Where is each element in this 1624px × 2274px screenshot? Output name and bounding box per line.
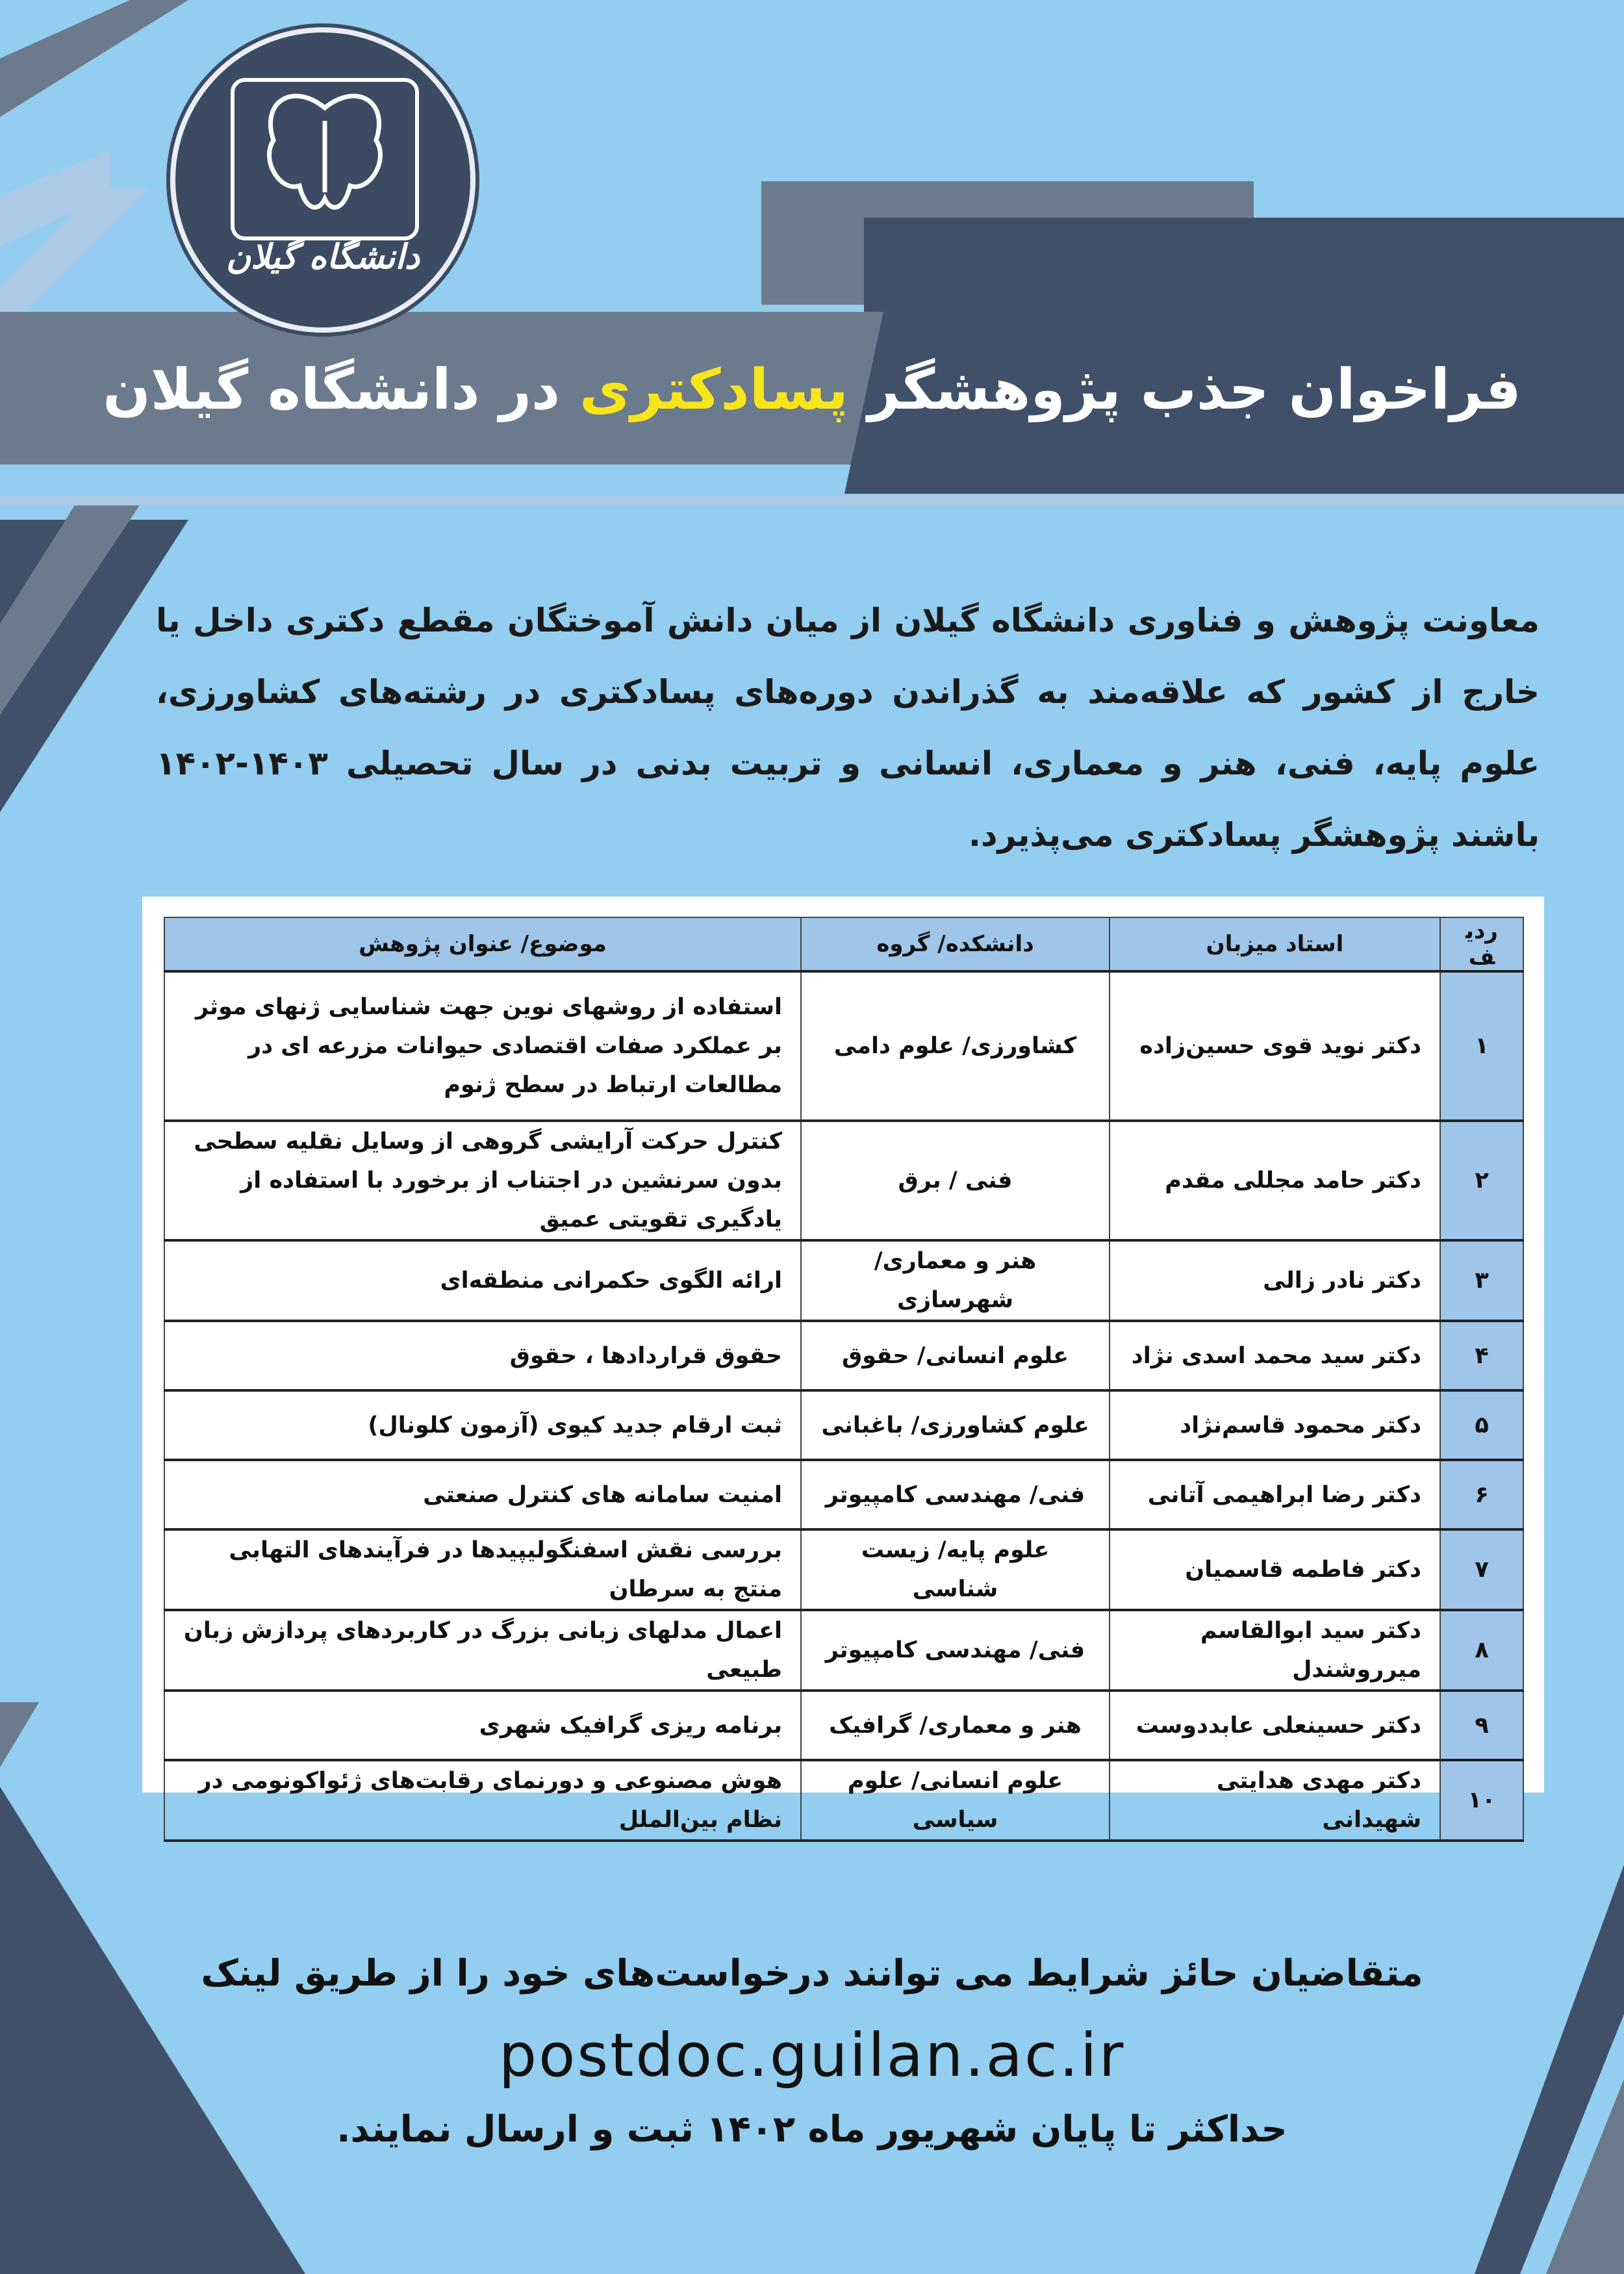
host-name: دکتر حسینعلی عابددوست: [1110, 1691, 1440, 1760]
host-name: دکتر سید محمد اسدی نژاد: [1110, 1321, 1440, 1390]
row-number: ۸: [1440, 1610, 1523, 1691]
faculty-group: علوم انسانی/ حقوق: [801, 1321, 1110, 1390]
research-topic: ثبت ارقام جدید کیوی (آزمون کلونال): [164, 1390, 801, 1460]
research-topic: اعمال مدلهای زبانی بزرگ در کاربردهای پردازش زبان طبیعی: [164, 1610, 801, 1691]
faculty-group: فنی / برق: [801, 1121, 1110, 1240]
faculty-group: فنی/ مهندسی کامپیوتر: [801, 1460, 1110, 1529]
research-topic: کنترل حرکت آرایشی گروهی از وسایل نقلیه سطحی بدون سرنشین در اجتناب از برخورد با استفاده از یادگیری تقویتی عمیق: [164, 1121, 801, 1240]
host-name: دکتر سید ابوالقاسم میرروشندل: [1110, 1610, 1440, 1691]
title-highlight: پسادکتری: [579, 357, 848, 422]
page-title: [65, 348, 1559, 432]
application-link[interactable]: postdoc.guilan.ac.ir: [498, 2021, 1126, 2090]
row-number: ۴: [1440, 1321, 1523, 1390]
table-row: [164, 1321, 1523, 1390]
host-name: دکتر نادر زالی: [1110, 1240, 1440, 1321]
col-header-host: استاد میزبان: [1110, 917, 1440, 971]
research-topic: هوش مصنوعی و دورنمای رقابت‌های ژئواکونومی در نظام بین‌الملل: [164, 1760, 801, 1841]
research-topic: ارائه الگوی حکمرانی منطقه‌ای: [164, 1240, 801, 1321]
table-row: [164, 1121, 1523, 1240]
research-topic: استفاده از روشهای نوین جهت شناسایی ژنهای موثر بر عملکرد صفات اقتصادی حیوانات مزرعه ای در مطالعات ارتباط در سطح ژنوم: [164, 971, 801, 1121]
positions-table-container: [142, 897, 1544, 1833]
research-topic: امنیت سامانه های کنترل صنعتی: [164, 1460, 801, 1529]
intro-paragraph: معاونت پژوهش و فناوری دانشگاه گیلان از میان دانش آموختگان مقطع دکتری داخل یا خارج از کشور که علاقه‌مند به گذراندن دوره‌های پسادکتری در رشته‌های کشاورزی، علوم پایه، فنی، هنر و معماری، انسانی و تربیت بدنی در سال تحصیلی ۱۴۰۳-۱۴۰۲ باشند پژوهشگر پسادکتری می‌پذیرد.: [156, 602, 1540, 854]
table-row: [164, 1240, 1523, 1321]
faculty-group: کشاورزی/ علوم دامی: [801, 971, 1110, 1121]
table-header-row: [164, 917, 1523, 971]
col-header-topic: موضوع/ عنوان پژوهش: [164, 917, 801, 971]
positions-table: [164, 917, 1524, 1842]
research-topic: بررسی نقش اسفنگولیپیدها در فرآیندهای التهابی منتج به سرطان: [164, 1529, 801, 1610]
host-name: دکتر مهدی هدایتی شهیدانی: [1110, 1760, 1440, 1841]
row-number: ۷: [1440, 1529, 1523, 1610]
table-row: [164, 1610, 1523, 1691]
table-row: [164, 1760, 1523, 1841]
host-name: دکتر محمود قاسم‌نژاد: [1110, 1390, 1440, 1460]
host-name: دکتر رضا ابراهیمی آتانی: [1110, 1460, 1440, 1529]
row-number: ۶: [1440, 1460, 1523, 1529]
row-number: ۱۰: [1440, 1760, 1523, 1841]
faculty-group: هنر و معماری/ گرافیک: [801, 1691, 1110, 1760]
host-name: دکتر نوید قوی حسین‌زاده: [1110, 971, 1440, 1121]
logo-text: دانشگاه گیلان: [225, 237, 420, 277]
host-name: دکتر حامد مجللی مقدم: [1110, 1121, 1440, 1240]
table-row: [164, 1390, 1523, 1460]
table-row: [164, 1691, 1523, 1760]
table-row: [164, 1460, 1523, 1529]
table-row: [164, 971, 1523, 1121]
row-number: ۹: [1440, 1691, 1523, 1760]
row-number: ۲: [1440, 1121, 1523, 1240]
faculty-group: هنر و معماری/ شهرسازی: [801, 1240, 1110, 1321]
row-number: ۱: [1440, 971, 1523, 1121]
faculty-group: فنی/ مهندسی کامپیوتر: [801, 1610, 1110, 1691]
university-logo: [170, 27, 476, 333]
faculty-group: علوم انسانی/ علوم سیاسی: [801, 1760, 1110, 1841]
title-part: در دانشگاه گیلان: [103, 357, 561, 422]
footer-deadline: حداکثر تا پایان شهریور ماه ۱۴۰۲ ثبت و ارسال نمایند.: [336, 2108, 1288, 2151]
logo-emblem-icon: [231, 78, 419, 240]
table-row: [164, 1529, 1523, 1610]
col-header-row-number: ردیف: [1440, 917, 1523, 971]
faculty-group: علوم کشاورزی/ باغبانی: [801, 1390, 1110, 1460]
research-topic: برنامه ریزی گرافیک شهری: [164, 1691, 801, 1760]
footer-instruction: متقاضیان حائز شرایط می توانند درخواست‌های خود را از طریق لینک: [201, 1952, 1423, 1995]
research-topic: حقوق قراردادها ، حقوق: [164, 1321, 801, 1390]
row-number: ۵: [1440, 1390, 1523, 1460]
host-name: دکتر فاطمه قاسمیان: [1110, 1529, 1440, 1610]
title-part: فراخوان جذب پژوهشگر: [867, 357, 1521, 422]
faculty-group: علوم پایه/ زیست شناسی: [801, 1529, 1110, 1610]
col-header-faculty: دانشکده/ گروه: [801, 917, 1110, 971]
row-number: ۳: [1440, 1240, 1523, 1321]
